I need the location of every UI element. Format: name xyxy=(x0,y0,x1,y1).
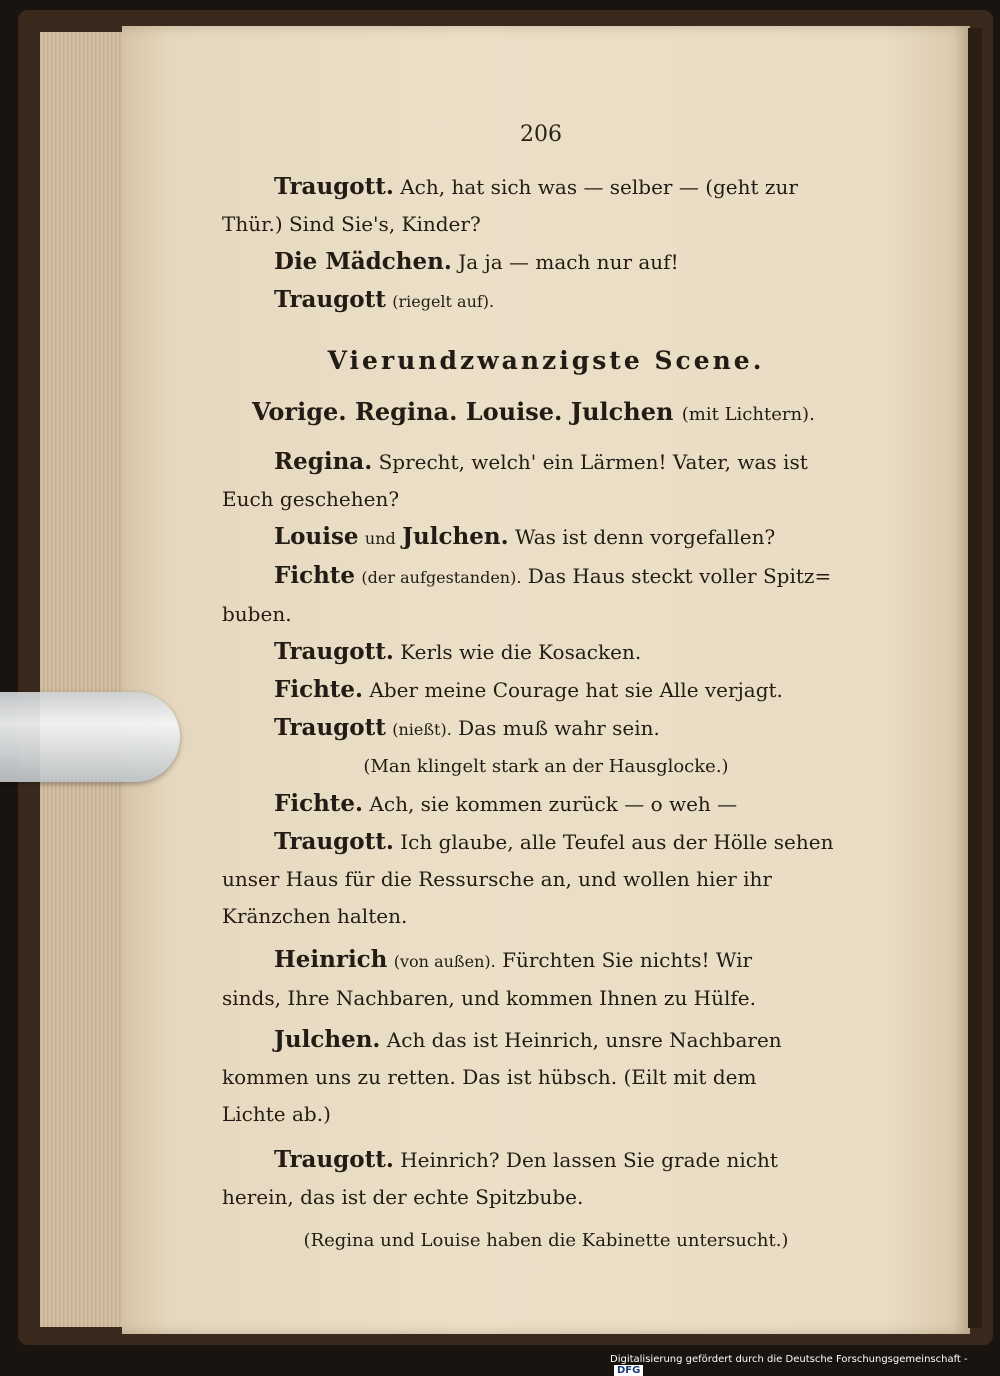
text-line: kommen uns zu retten. Das ist hübsch. (Eilt mit dem xyxy=(222,1065,757,1089)
credit-text: Digitalisierung gefördert durch die Deutsche Forschungsgemeinschaft - xyxy=(610,1354,968,1365)
stage-direction: (nießt). xyxy=(392,720,452,739)
stage-direction: (riegelt auf). xyxy=(392,292,495,311)
scanner-thumb-holder xyxy=(0,692,180,782)
speaker-name: Fichte xyxy=(274,562,356,589)
speaker-name: Julchen. xyxy=(402,523,509,550)
dialogue: Kerls wie die Kosacken. xyxy=(400,640,642,664)
text-line xyxy=(222,823,870,861)
dialogue: Fürchten Sie nichts! Wir xyxy=(502,948,753,972)
speaker-name: Die Mädchen. xyxy=(274,248,452,275)
text-line xyxy=(222,557,870,596)
text-line: Kränzchen halten. xyxy=(222,904,408,928)
page-edges xyxy=(40,32,127,1327)
page-number: 206 xyxy=(520,122,562,147)
cast-line xyxy=(222,393,870,433)
stage-direction: (der aufgestanden). xyxy=(361,568,522,587)
text-line xyxy=(222,709,870,748)
text-line xyxy=(222,1141,870,1179)
cast-names: Vorige. Regina. Louise. Julchen xyxy=(252,397,674,426)
dialogue: Das muß wahr sein. xyxy=(458,716,660,740)
text-line: Lichte ab.) xyxy=(222,1102,331,1126)
dialogue: Sprecht, welch' ein Lärmen! Vater, was ist xyxy=(378,450,808,474)
text-line xyxy=(222,1021,870,1059)
text-line: Euch geschehen? xyxy=(222,487,400,511)
dialogue: Heinrich? Den lassen Sie grade nicht xyxy=(400,1148,778,1172)
connector: und xyxy=(364,529,396,548)
dialogue: Aber meine Courage hat sie Alle verjagt. xyxy=(369,678,783,702)
text-line: Thür.) Sind Sie's, Kinder? xyxy=(222,212,481,236)
page-text xyxy=(222,168,870,1259)
text-line xyxy=(222,785,870,823)
text-line xyxy=(222,281,870,320)
dialogue: Ach, hat sich was — selber — (geht zur xyxy=(400,175,798,199)
dialogue: Ich glaube, alle Teufel aus der Hölle sehen xyxy=(400,830,834,854)
dialogue: Ja ja — mach nur auf! xyxy=(458,250,679,274)
stage-direction: (mit Lichtern). xyxy=(681,404,815,425)
speaker-name: Traugott. xyxy=(274,1146,394,1173)
binding-strip xyxy=(968,28,982,1328)
dialogue: Was ist denn vorgefallen? xyxy=(514,525,776,549)
speaker-name: Fichte. xyxy=(274,790,364,817)
text-line xyxy=(222,941,870,980)
text-line: unser Haus für die Ressursche an, und wollen hier ihr xyxy=(222,867,772,891)
stage-direction-line: (Man klingelt stark an der Hausglocke.) xyxy=(363,756,729,777)
speaker-name: Fichte. xyxy=(274,676,364,703)
speaker-name: Traugott. xyxy=(274,173,394,200)
dfg-logo: DFG xyxy=(614,1365,643,1376)
text-line: buben. xyxy=(222,602,292,626)
stage-direction: (von außen). xyxy=(393,952,496,971)
speaker-name: Regina. xyxy=(274,448,373,475)
speaker-name: Louise xyxy=(274,523,359,550)
dialogue: Ach, sie kommen zurück — o weh — xyxy=(369,792,738,816)
dialogue: Das Haus steckt voller Spitz= xyxy=(527,564,832,588)
text-line xyxy=(222,168,870,206)
digitization-credit xyxy=(610,1354,1000,1376)
text-line: herein, das ist der echte Spitzbube. xyxy=(222,1185,584,1209)
speaker-name: Traugott xyxy=(274,714,386,741)
text-line xyxy=(222,518,870,557)
text-line xyxy=(222,443,870,481)
speaker-name: Traugott xyxy=(274,286,386,313)
text-line xyxy=(222,633,870,671)
text-line xyxy=(222,243,870,281)
text-line: sinds, Ihre Nachbaren, und kommen Ihnen zu Hülfe. xyxy=(222,986,756,1010)
scene-heading: Vierundzwanzigste Scene. xyxy=(327,346,765,375)
speaker-name: Traugott. xyxy=(274,828,394,855)
speaker-name: Traugott. xyxy=(274,638,394,665)
text-line xyxy=(222,671,870,709)
dialogue: Ach das ist Heinrich, unsre Nachbaren xyxy=(386,1028,782,1052)
speaker-name: Heinrich xyxy=(274,946,388,973)
stage-direction-line: (Regina und Louise haben die Kabinette untersucht.) xyxy=(303,1230,789,1251)
speaker-name: Julchen. xyxy=(274,1026,381,1053)
